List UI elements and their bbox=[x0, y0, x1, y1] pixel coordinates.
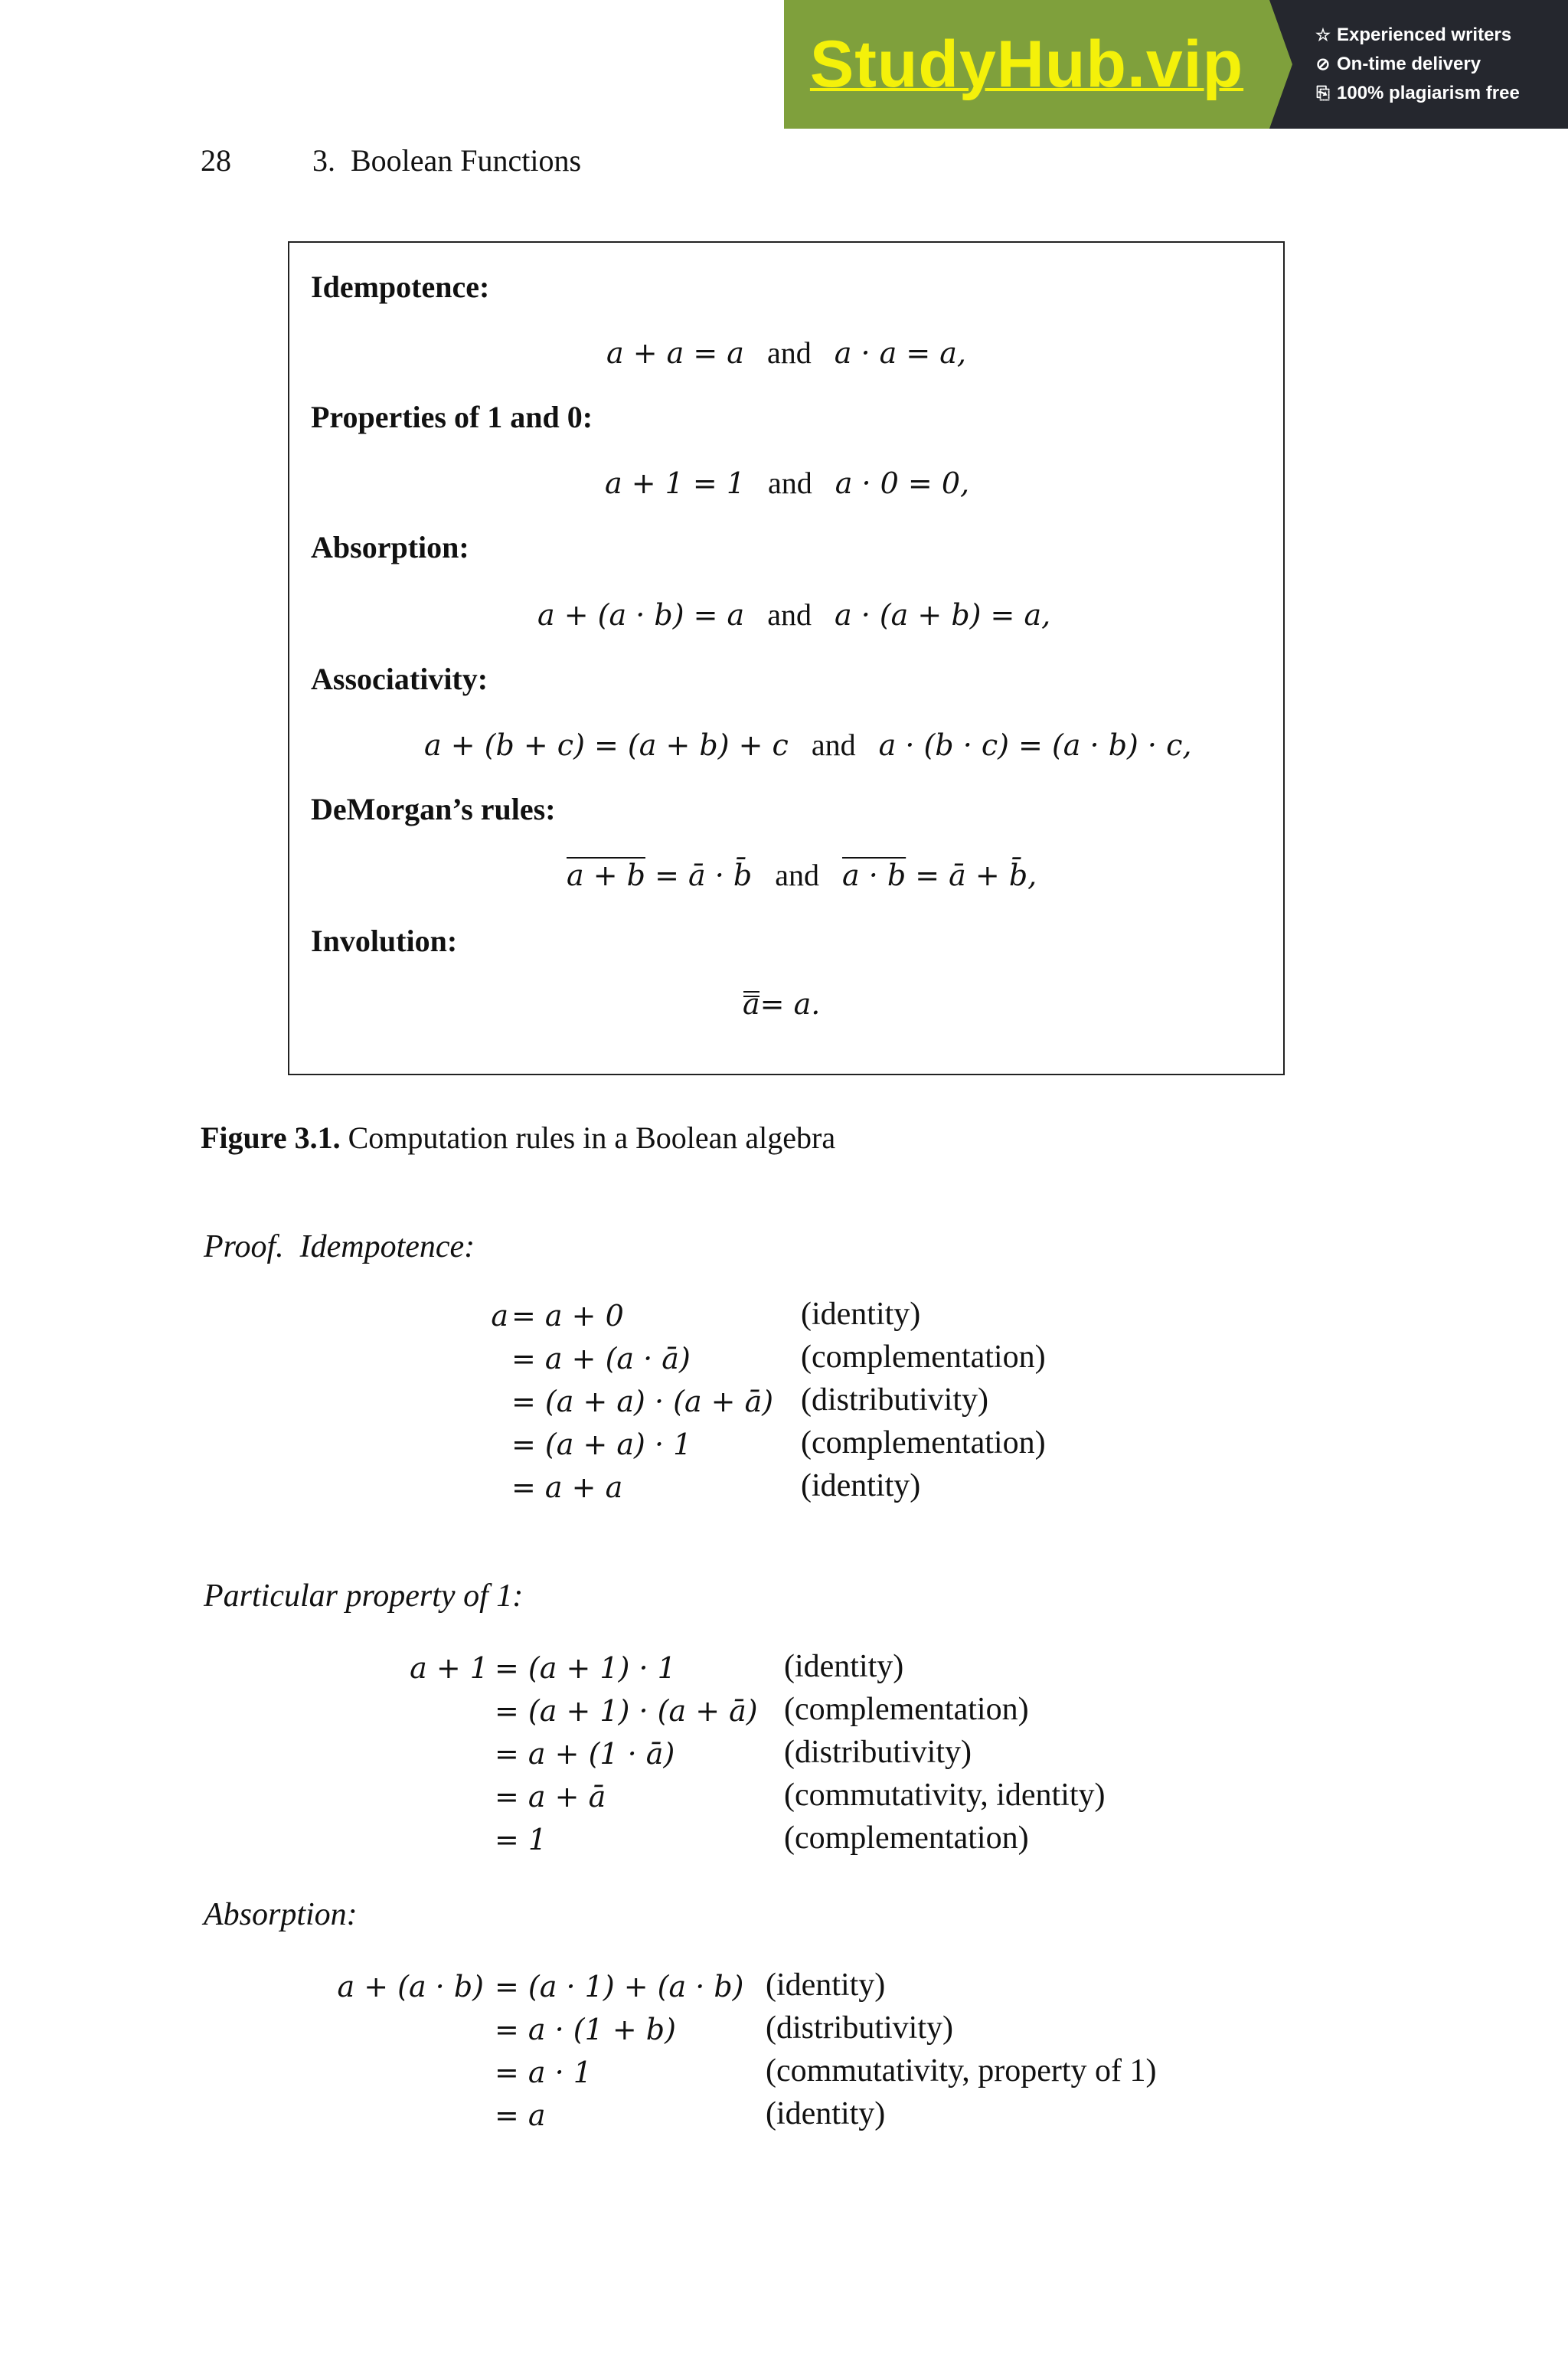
rule-equation: a = a. bbox=[743, 987, 821, 1021]
proof-step-reason: (commutativity, property of 1) bbox=[766, 2053, 1157, 2089]
banner-feature-text: On-time delivery bbox=[1337, 54, 1481, 74]
figure-caption-text: Computation rules in a Boolean algebra bbox=[340, 1120, 836, 1155]
running-head: 3. Boolean Functions bbox=[312, 143, 582, 178]
proof-step-rhs: = a + a bbox=[511, 1470, 623, 1504]
proof-step-rhs: = a + (1 · ā) bbox=[495, 1737, 675, 1771]
proof-step-rhs: = a · 1 bbox=[495, 2056, 592, 2089]
proof-intro: Proof. bbox=[204, 1229, 284, 1264]
proof-step-rhs: = 1 bbox=[495, 1823, 547, 1856]
proof-step-lhs: a + 1 bbox=[410, 1651, 488, 1685]
proof-step-rhs: = (a + 1) · 1 bbox=[495, 1651, 676, 1685]
rule-label-associativity: Associativity: bbox=[311, 662, 488, 696]
proof-step-reason: (commutativity, identity) bbox=[784, 1778, 1106, 1813]
rule-label-involution: Involution: bbox=[311, 924, 458, 958]
proof-step-reason: (identity) bbox=[766, 2096, 886, 2131]
proof-section-title: Particular property of 1: bbox=[204, 1578, 524, 1614]
banner-logo-text: StudyHub.vip bbox=[809, 27, 1244, 101]
proof-step-reason: (identity) bbox=[784, 1649, 904, 1684]
proof-step-lhs: a bbox=[491, 1299, 508, 1333]
proof-step-lhs: a + (a · b) bbox=[337, 1970, 484, 2003]
banner-feature-text: 100% plagiarism free bbox=[1337, 83, 1520, 103]
proof-step-reason: (distributivity) bbox=[766, 2010, 953, 2046]
proof-step-reason: (distributivity) bbox=[801, 1382, 988, 1418]
proof-section-title: Absorption: bbox=[204, 1897, 358, 1932]
proof-step-rhs: = (a + 1) · (a + ā) bbox=[495, 1694, 758, 1728]
banner-feature bbox=[1314, 25, 1568, 46]
banner-feature-text: Experienced writers bbox=[1337, 25, 1512, 45]
proof-step-rhs: = a + 0 bbox=[511, 1299, 624, 1333]
rule-label-idempotence: Idempotence: bbox=[311, 270, 490, 304]
document-icon: ⎘ bbox=[1316, 83, 1330, 103]
rule-label-properties: Properties of 1 and 0: bbox=[311, 400, 593, 434]
banner-features bbox=[1292, 0, 1568, 129]
proof-heading bbox=[204, 1228, 475, 1265]
proof-step-rhs: = (a + a) · 1 bbox=[511, 1428, 692, 1461]
proof-section-title: Idempotence: bbox=[299, 1229, 475, 1264]
banner-feature bbox=[1314, 54, 1568, 75]
computation-rules-box bbox=[288, 241, 1285, 1075]
proof-step-rhs: = (a + a) · (a + ā) bbox=[511, 1385, 774, 1418]
figure-caption-label: Figure 3.1. bbox=[201, 1120, 341, 1155]
proof-step-reason: (identity) bbox=[801, 1468, 921, 1503]
banner-feature bbox=[1314, 83, 1568, 104]
proof-step-rhs: = a bbox=[495, 2098, 546, 2132]
rule-equation: a + b = ā · b̄ and a · b = ā + b̄, bbox=[567, 858, 1037, 892]
rule-equation: a + a = a and a · a = a, bbox=[606, 335, 967, 370]
rule-label-absorption: Absorption: bbox=[311, 530, 469, 564]
proof-step-reason: (complementation) bbox=[784, 1692, 1029, 1727]
figure-caption bbox=[201, 1120, 835, 1156]
ad-banner[interactable] bbox=[784, 0, 1568, 129]
banner-logo[interactable] bbox=[784, 0, 1269, 129]
rule-equation: a + 1 = 1 and a · 0 = 0, bbox=[605, 466, 970, 500]
rule-equation: a + (b + c) = (a + b) + c and a · (b · c) = (a · b) · c, bbox=[424, 728, 1192, 762]
proof-step-reason: (identity) bbox=[801, 1297, 921, 1332]
proof-step-reason: (distributivity) bbox=[784, 1735, 972, 1770]
proof-step-rhs: = (a · 1) + (a · b) bbox=[495, 1970, 744, 2003]
proof-step-reason: (complementation) bbox=[784, 1820, 1029, 1856]
rule-equation: a + (a · b) = a and a · (a + b) = a, bbox=[537, 597, 1051, 632]
rule-label-demorgan: DeMorgan’s rules: bbox=[311, 792, 556, 826]
clock-icon: ⊘ bbox=[1315, 54, 1331, 74]
proof-step-rhs: = a + ā bbox=[495, 1780, 606, 1814]
star-icon: ☆ bbox=[1315, 25, 1331, 44]
proof-step-reason: (complementation) bbox=[801, 1425, 1046, 1460]
proof-step-reason: (complementation) bbox=[801, 1339, 1046, 1375]
banner-arrow-shape bbox=[1269, 0, 1292, 129]
page-number: 28 bbox=[201, 143, 231, 178]
proof-step-reason: (identity) bbox=[766, 1967, 886, 2003]
proof-step-rhs: = a + (a · ā) bbox=[511, 1342, 691, 1375]
proof-step-rhs: = a · (1 + b) bbox=[495, 2013, 676, 2046]
